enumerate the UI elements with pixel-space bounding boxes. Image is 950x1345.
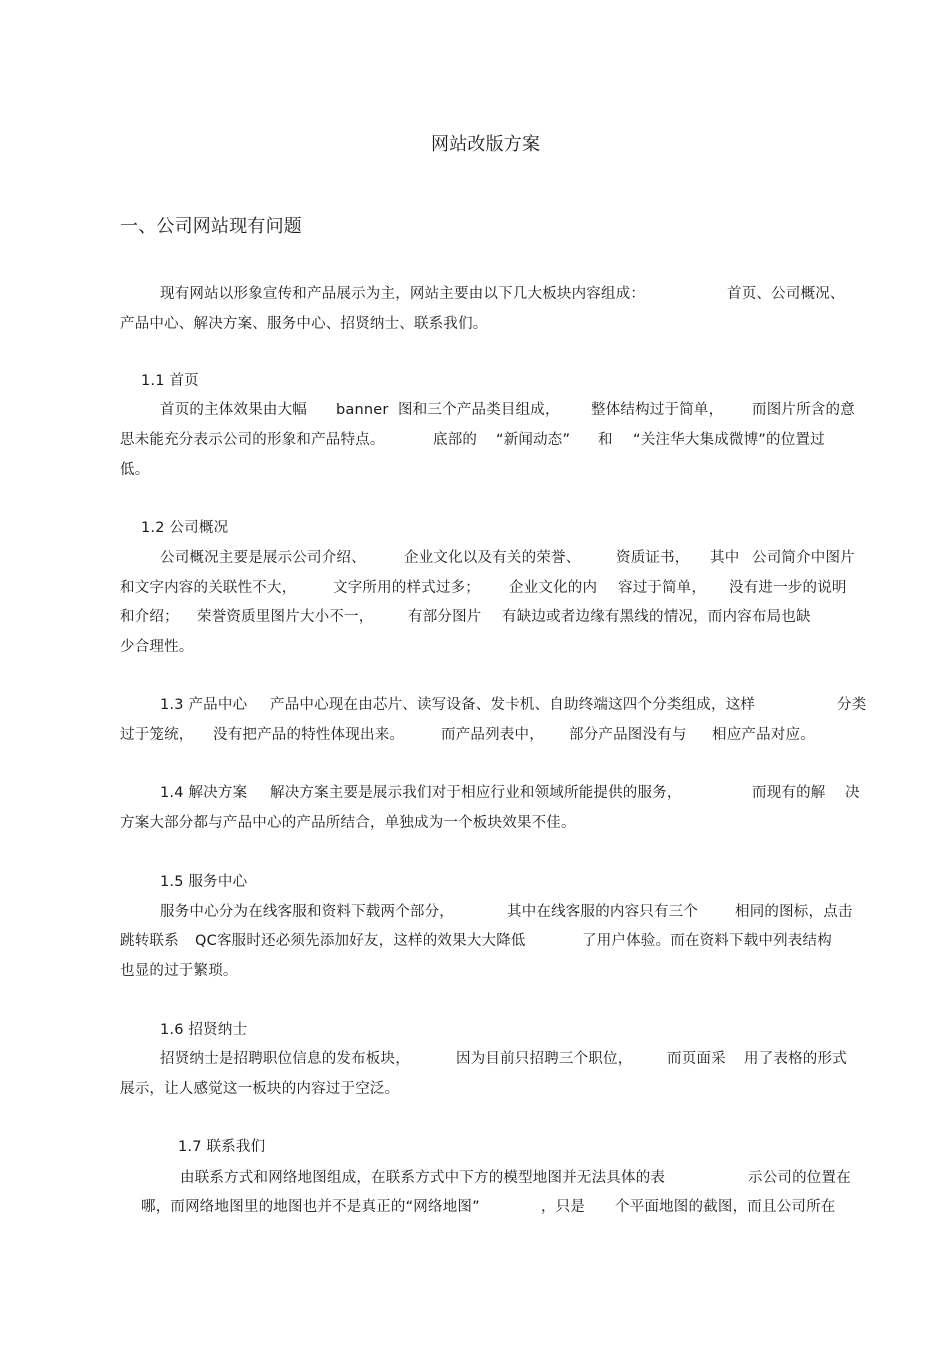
paragraph-text: 而产品列表中， — [441, 727, 544, 743]
subsection-heading-1-4: 1.4 解决方案 — [160, 785, 248, 801]
paragraph-text: 个平面地图的截图，而且公司所在 — [615, 1199, 836, 1215]
paragraph-text: ，只是 — [541, 1199, 586, 1215]
paragraph-text: 部分产品图没有与 — [569, 727, 687, 743]
paragraph-text: “新闻动态” — [496, 432, 571, 448]
paragraph-text: 企业文化的内 — [509, 580, 598, 596]
paragraph-text: 而图片所含的意 — [752, 402, 855, 418]
paragraph-text: 招贤纳士是招聘职位信息的发布板块， — [160, 1051, 410, 1067]
document-title: 网站改版方案 — [431, 134, 541, 155]
paragraph-text: 过于笼统， — [120, 727, 194, 743]
intro-text: 现有网站以形象宣传和产品展示为主，网站主要由以下几大板块内容组成： — [160, 286, 646, 302]
paragraph-text: 企业文化以及有关的荣誉、 — [404, 550, 581, 566]
section-heading: 一、公司网站现有问题 — [120, 216, 302, 237]
paragraph-text: 相应产品对应。 — [712, 727, 815, 743]
paragraph-text: 和文字内容的关联性不大， — [120, 580, 297, 596]
intro-text: 首页、公司概况、 — [727, 286, 845, 302]
paragraph-text: 公司简介中图片 — [752, 550, 855, 566]
paragraph-text: 决 — [845, 785, 860, 801]
paragraph-text: 解决方案主要是展示我们对于相应行业和领域所能提供的服务， — [270, 785, 682, 801]
paragraph-text: 分类 — [837, 697, 867, 713]
paragraph-text: 低。 — [120, 462, 150, 478]
paragraph-text: 产品中心现在由芯片、读写设备、发卡机、自助终端这四个分类组成，这样 — [270, 697, 756, 713]
subsection-heading-1-5: 1.5 服务中心 — [160, 874, 248, 890]
paragraph-text: 哪，而网络地图里的地图也并不是真正的“网络地图” — [141, 1199, 480, 1215]
subsection-heading-1-6: 1.6 招贤纳士 — [160, 1022, 248, 1038]
paragraph-text: 相同的图标，点击 — [735, 904, 853, 920]
paragraph-text: 没有把产品的特性体现出来。 — [213, 727, 405, 743]
paragraph-text: 文字所用的样式过多； — [333, 580, 480, 596]
paragraph-text: 服务中心分为在线客服和资料下载两个部分， — [160, 904, 454, 920]
paragraph-text: 和介绍； — [120, 609, 179, 625]
paragraph-text: 荣誉资质里图片大小不一， — [197, 609, 374, 625]
paragraph-text: 其中 — [710, 550, 740, 566]
paragraph-text: 没有进一步的说明 — [729, 580, 847, 596]
paragraph-text: 展示，让人感觉这一板块的内容过于空泛。 — [120, 1081, 400, 1097]
paragraph-text: 有缺边或者边缘有黑线的情况，而内容布局也缺 — [502, 609, 811, 625]
paragraph-text: 因为目前只招聘三个职位， — [456, 1051, 633, 1067]
paragraph-text: 方案大部分都与产品中心的产品所结合，单独成为一个板块效果不佳。 — [120, 815, 576, 831]
subsection-heading-1-2: 1.2 公司概况 — [141, 520, 229, 536]
paragraph-text: 少合理性。 — [120, 639, 194, 655]
paragraph-text: 容过于简单， — [618, 580, 707, 596]
paragraph-text: 图和三个产品类目组成， — [398, 402, 560, 418]
paragraph-text: 其中在线客服的内容只有三个 — [507, 904, 699, 920]
subsection-heading-1-7: 1.7 联系我们 — [178, 1139, 266, 1155]
paragraph-text: 而页面采 — [667, 1051, 726, 1067]
paragraph-text: 思未能充分表示公司的形象和产品特点。 — [120, 432, 385, 448]
paragraph-text: 示公司的位置在 — [748, 1170, 851, 1186]
paragraph-text: 有部分图片 — [408, 609, 482, 625]
intro-text: 产品中心、解决方案、服务中心、招贤纳士、联系我们。 — [120, 316, 488, 332]
subsection-heading-1-1: 1.1 首页 — [141, 373, 199, 389]
paragraph-text: 也显的过于繁琐。 — [120, 963, 238, 979]
paragraph-text: QC客服时还必须先添加好友，这样的效果大大降低 — [195, 933, 526, 949]
paragraph-text: 跳转联系 — [120, 933, 179, 949]
paragraph-text: 公司概况主要是展示公司介绍、 — [160, 550, 366, 566]
paragraph-text: 资质证书， — [616, 550, 690, 566]
paragraph-text: 由联系方式和网络地图组成，在联系方式中下方的模型地图并无法具体的表 — [180, 1170, 666, 1186]
paragraph-text: 了用户体验。而在资料下载中列表结构 — [582, 933, 832, 949]
paragraph-text: 用了表格的形式 — [744, 1051, 847, 1067]
paragraph-text: banner — [336, 402, 389, 418]
paragraph-text: 首页的主体效果由大幅 — [160, 402, 307, 418]
subsection-heading-1-3: 1.3 产品中心 — [160, 697, 248, 713]
paragraph-text: 底部的 — [433, 432, 478, 448]
paragraph-text: 而现有的解 — [752, 785, 826, 801]
paragraph-text: 和 — [598, 432, 613, 448]
paragraph-text: “关注华大集成微博”的位置过 — [633, 432, 825, 448]
paragraph-text: 整体结构过于简单， — [591, 402, 724, 418]
